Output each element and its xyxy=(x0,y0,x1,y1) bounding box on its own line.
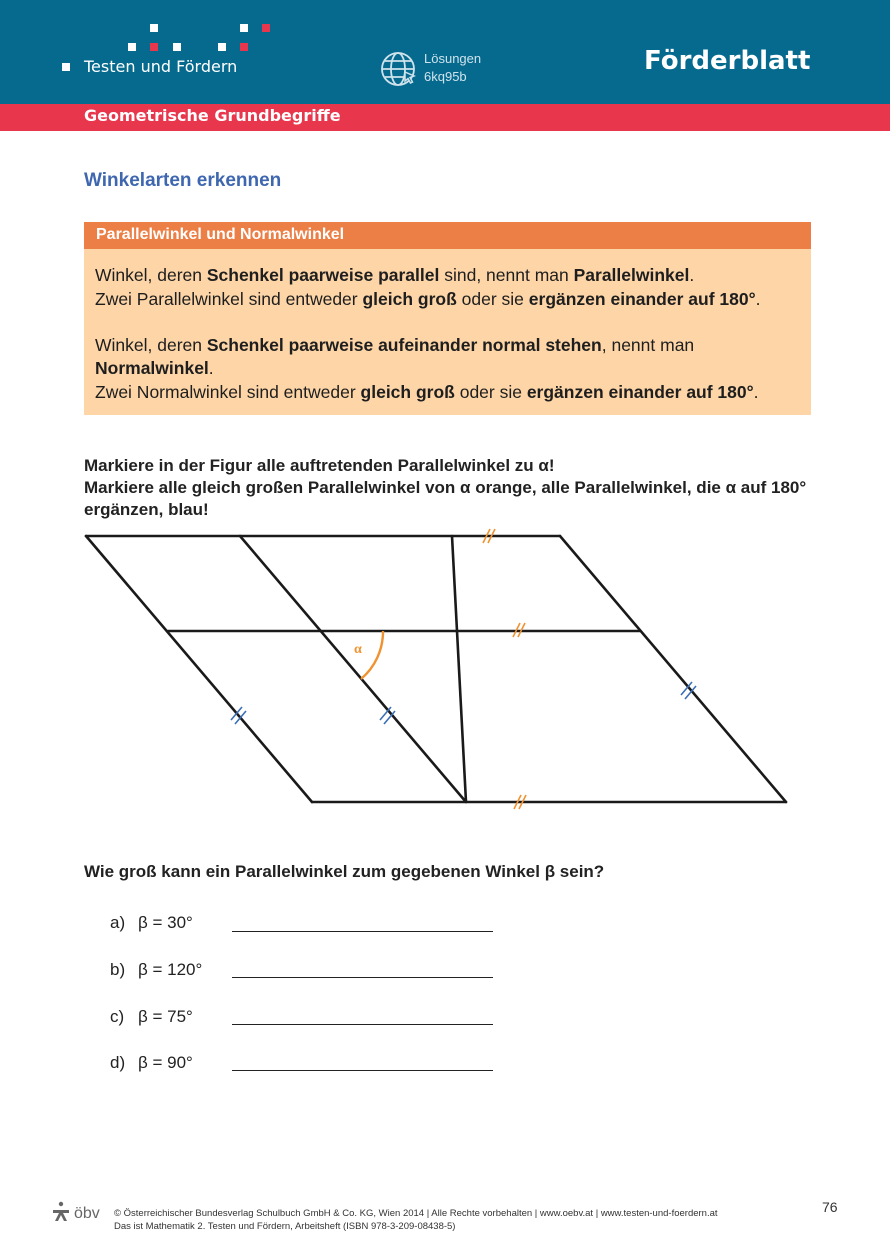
page-number: 76 xyxy=(822,1199,838,1215)
bold-text: ergänzen einander auf 180° xyxy=(526,382,754,402)
solutions-label: Lösungen xyxy=(424,51,482,66)
info-box-heading xyxy=(84,222,811,249)
answer-expr: β = 75° xyxy=(138,1007,193,1026)
answer-item-d xyxy=(110,1053,193,1073)
text-run: . xyxy=(208,358,214,378)
globe-icon[interactable] xyxy=(380,50,418,93)
bold-text: Parallelwinkel xyxy=(573,265,690,285)
info-box xyxy=(84,249,811,415)
right-slant-line xyxy=(560,536,786,802)
footer-text xyxy=(114,1208,718,1233)
answer-item-b xyxy=(110,960,202,980)
solutions-code[interactable]: 6kq95b xyxy=(424,69,467,84)
footer-isbn: Das ist Mathematik 2. Testen und Fördern, Arbeitsheft (ISBN 978-3-209-08438-5) xyxy=(114,1220,456,1232)
text-run: Zwei Parallelwinkel sind entweder xyxy=(95,289,363,309)
answer-line-b[interactable] xyxy=(232,977,493,978)
angle-alpha-label: α xyxy=(354,642,362,657)
bold-text: Schenkel paarweise parallel xyxy=(206,265,440,285)
geometry-figure xyxy=(0,520,890,825)
text-run: . xyxy=(689,265,695,285)
footer-copyright: © Österreichischer Bundesverlag Schulbuch GmbH & Co. KG, Wien 2014 | Alle Rechte vorbehalten | www.oebv.at | www.testen-und-foerdern.at xyxy=(114,1208,718,1219)
answer-line-a[interactable] xyxy=(232,931,493,932)
text-run: Winkel, deren xyxy=(95,335,207,355)
text-run: sind, nennt man xyxy=(439,265,574,285)
bold-text: gleich groß xyxy=(362,289,457,309)
task-instruction xyxy=(84,455,814,521)
info-paragraph-1 xyxy=(95,264,795,287)
oebv-logo xyxy=(52,1200,112,1229)
answer-label: a) xyxy=(110,913,126,932)
answer-line-c[interactable] xyxy=(232,1024,493,1025)
task-line-1: Markiere in der Figur alle auftretenden Parallelwinkel zu α! xyxy=(84,456,555,475)
angle-alpha-arc xyxy=(361,631,383,679)
answer-label: b) xyxy=(110,960,126,979)
bold-text: gleich groß xyxy=(360,382,455,402)
text-run: oder sie xyxy=(454,382,527,402)
answer-item-a xyxy=(110,913,193,933)
task-line-2: Markiere alle gleich großen Parallelwinkel von α orange, alle Parallelwinkel, die α auf 180° ergänzen, blau! xyxy=(84,478,807,519)
answer-label: d) xyxy=(110,1053,126,1072)
answer-item-c xyxy=(110,1007,193,1027)
answer-expr: β = 90° xyxy=(138,1053,193,1072)
text-run: Winkel, deren xyxy=(95,265,207,285)
info-paragraph-3 xyxy=(95,334,795,380)
answer-expr: β = 120° xyxy=(138,960,203,979)
left-slant-line xyxy=(86,536,312,802)
text-run: oder sie xyxy=(456,289,529,309)
subtitle: Geometrische Grundbegriffe xyxy=(84,106,341,125)
bold-text: Normalwinkel xyxy=(95,358,209,378)
text-run: , nennt man xyxy=(601,335,695,355)
answer-expr: β = 30° xyxy=(138,913,193,932)
oebv-logo-text: öbv xyxy=(74,1205,100,1222)
near-vertical-line xyxy=(452,536,466,802)
text-run: Zwei Normalwinkel sind entweder xyxy=(95,382,361,402)
inner-slant-line xyxy=(240,536,466,802)
section-title: Winkelarten erkennen xyxy=(84,170,282,191)
info-paragraph-2 xyxy=(95,288,795,311)
page-title: Förderblatt xyxy=(644,46,811,76)
text-run: . xyxy=(755,289,761,309)
logo-text: Testen und Fördern xyxy=(84,57,238,76)
question-beta: Wie groß kann ein Parallelwinkel zum gegebenen Winkel β sein? xyxy=(84,862,605,881)
blue-parallel-marks xyxy=(231,682,696,724)
info-paragraph-4 xyxy=(95,381,795,404)
info-box-heading-text: Parallelwinkel und Normalwinkel xyxy=(96,226,345,243)
orange-parallel-marks xyxy=(483,529,526,809)
text-run: . xyxy=(753,382,759,402)
answer-line-d[interactable] xyxy=(232,1070,493,1071)
bold-text: ergänzen einander auf 180° xyxy=(528,289,756,309)
bold-text: Schenkel paarweise aufeinander normal stehen xyxy=(206,335,602,355)
answer-label: c) xyxy=(110,1007,125,1026)
